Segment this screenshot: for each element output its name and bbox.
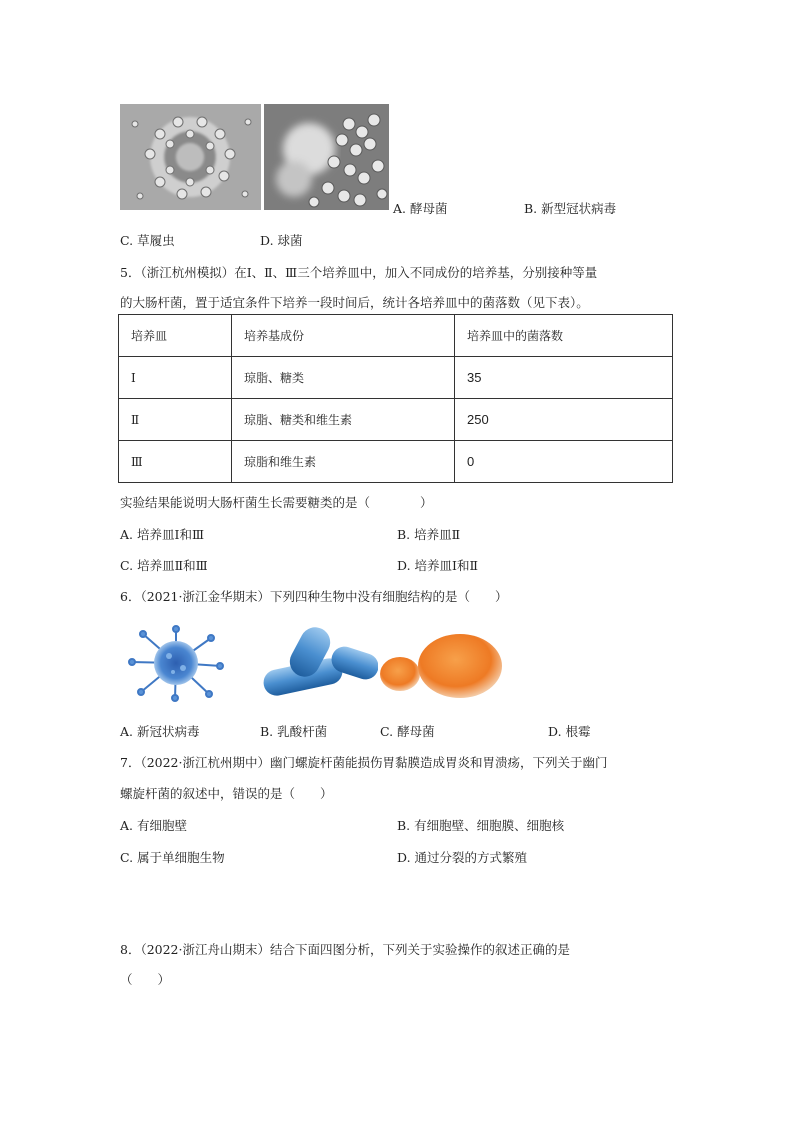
q4-option-c[interactable]: C. 草履虫 <box>120 233 175 248</box>
q5-option-c[interactable]: C. 培养皿Ⅱ和Ⅲ <box>120 558 208 573</box>
table-cell: 35 <box>455 357 673 399</box>
micrograph-image-2 <box>264 104 389 210</box>
table-header-cell: 培养基成份 <box>232 315 455 357</box>
table-cell: 琼脂、糖类 <box>232 357 455 399</box>
q5-question: 实验结果能说明大肠杆菌生长需要糖类的是（ ） <box>120 495 433 510</box>
table-header-row <box>119 315 673 357</box>
q5-option-b[interactable]: B. 培养皿Ⅱ <box>397 527 461 542</box>
table-cell: 250 <box>455 399 673 441</box>
q6-option-a[interactable]: A. 新冠状病毒 <box>120 724 200 739</box>
q6-stem: 6．（2021·浙江金华期末）下列四种生物中没有细胞结构的是（ ） <box>120 589 508 604</box>
q4-option-b[interactable]: B. 新型冠状病毒 <box>524 201 617 216</box>
micrograph-image-1 <box>120 104 261 210</box>
q5-option-a[interactable]: A. 培养皿Ⅰ和Ⅲ <box>120 527 204 542</box>
q6-option-b[interactable]: B. 乳酸杆菌 <box>260 724 328 739</box>
table-cell: Ⅰ <box>119 357 232 399</box>
table-row <box>119 441 673 483</box>
table-cell: Ⅲ <box>119 441 232 483</box>
q6-option-c[interactable]: C. 酵母菌 <box>380 724 435 739</box>
virus-image <box>125 624 227 702</box>
q6-option-d[interactable]: D. 根霉 <box>548 724 591 739</box>
q7-option-b[interactable]: B. 有细胞壁、细胞膜、细胞核 <box>397 818 565 833</box>
q7-stem-line2: 螺旋杆菌的叙述中，错误的是（ ） <box>120 786 333 801</box>
q5-stem-line2: 的大肠杆菌，置于适宜条件下培养一段时间后，统计各培养皿中的菌落数（见下表）。 <box>120 295 589 310</box>
table-cell: 琼脂和维生素 <box>232 441 455 483</box>
table-row <box>119 399 673 441</box>
q8-stem-line2: （ ） <box>120 972 171 987</box>
table-cell: 琼脂、糖类和维生素 <box>232 399 455 441</box>
q7-option-c[interactable]: C. 属于单细胞生物 <box>120 850 225 865</box>
table-header-cell: 培养皿 <box>119 315 232 357</box>
table-header-cell: 培养皿中的菌落数 <box>455 315 673 357</box>
culture-table <box>118 314 673 483</box>
q5-option-d[interactable]: D. 培养皿Ⅰ和Ⅱ <box>397 558 478 573</box>
q4-option-a[interactable]: A. 酵母菌 <box>393 201 448 216</box>
q4-option-d[interactable]: D. 球菌 <box>260 233 303 248</box>
table-cell: 0 <box>455 441 673 483</box>
q5-stem-line1: 5．（浙江杭州模拟）在Ⅰ、Ⅱ、Ⅲ三个培养皿中，加入不同成份的培养基，分别接种等量 <box>120 265 598 280</box>
q8-stem-line1: 8．（2022·浙江舟山期末）结合下面四图分析，下列关于实验操作的叙述正确的是 <box>120 942 570 957</box>
q7-stem-line1: 7．（2022·浙江杭州期中）幽门螺旋杆菌能损伤胃黏膜造成胃炎和胃溃疡，下列关于幽门 <box>120 755 608 770</box>
yeast-image <box>378 630 506 700</box>
q7-option-d[interactable]: D. 通过分裂的方式繁殖 <box>397 850 528 865</box>
bacteria-image <box>261 624 378 702</box>
table-cell: Ⅱ <box>119 399 232 441</box>
q7-option-a[interactable]: A. 有细胞壁 <box>120 818 188 833</box>
table-row <box>119 357 673 399</box>
